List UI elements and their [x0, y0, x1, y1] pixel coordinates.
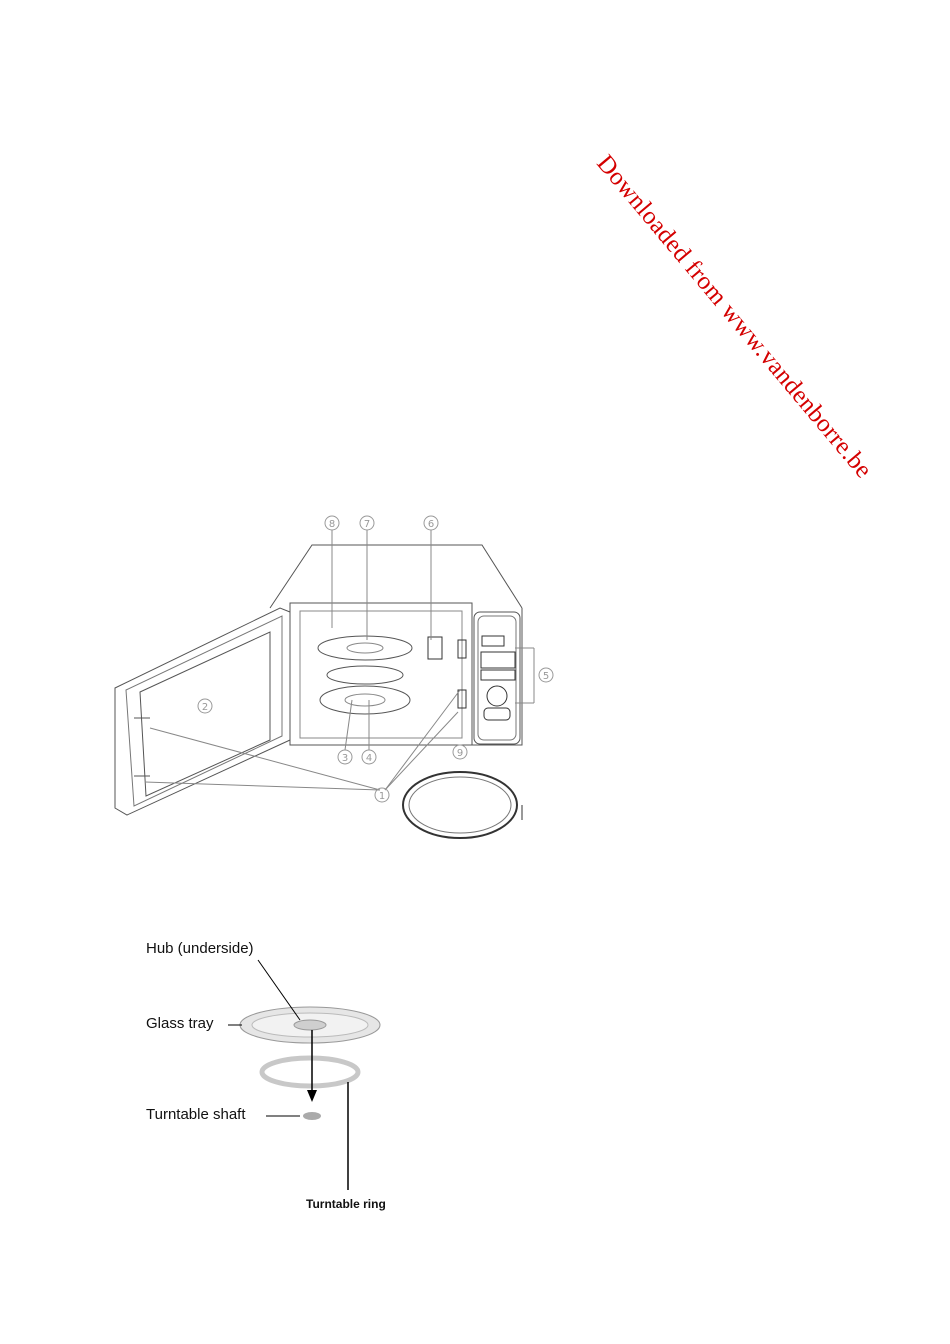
label-turntable-shaft: Turntable shaft — [146, 1106, 246, 1123]
glass-tray — [320, 686, 410, 714]
callout-5: 5 — [542, 671, 550, 682]
label-glass-tray: Glass tray — [146, 1015, 214, 1032]
button-row-2 — [481, 670, 515, 680]
arrow-down-icon — [307, 1090, 317, 1102]
callout-4: 4 — [365, 753, 373, 764]
cabinet-top — [270, 545, 522, 608]
watermark-text: Downloaded from www.vandenborre.be — [591, 150, 878, 484]
button-row-1 — [481, 652, 515, 668]
tray-upper — [327, 666, 403, 684]
grill-rack — [318, 636, 412, 660]
callout-6: 6 — [427, 519, 435, 530]
display-window — [482, 636, 504, 646]
cavity-frame — [290, 603, 472, 745]
control-dial — [487, 686, 507, 706]
label-turntable-ring: Turntable ring — [306, 1197, 386, 1211]
start-button — [484, 708, 510, 720]
turntable-shaft-illustration — [303, 1112, 321, 1120]
callout-2: 2 — [201, 702, 209, 713]
turntable-ring-illustration — [262, 1058, 358, 1086]
callout-9: 9 — [456, 748, 464, 759]
callout-8: 8 — [328, 519, 336, 530]
control-panel-inner — [478, 616, 516, 740]
callout-7: 7 — [363, 519, 371, 530]
label-hub: Hub (underside) — [146, 940, 254, 957]
door-window — [140, 632, 270, 796]
waveguide-cover — [428, 637, 442, 659]
callout-1: 1 — [378, 791, 386, 802]
turntable-diagram — [228, 960, 380, 1190]
callout-3: 3 — [341, 753, 349, 764]
turntable-ring — [403, 772, 517, 838]
